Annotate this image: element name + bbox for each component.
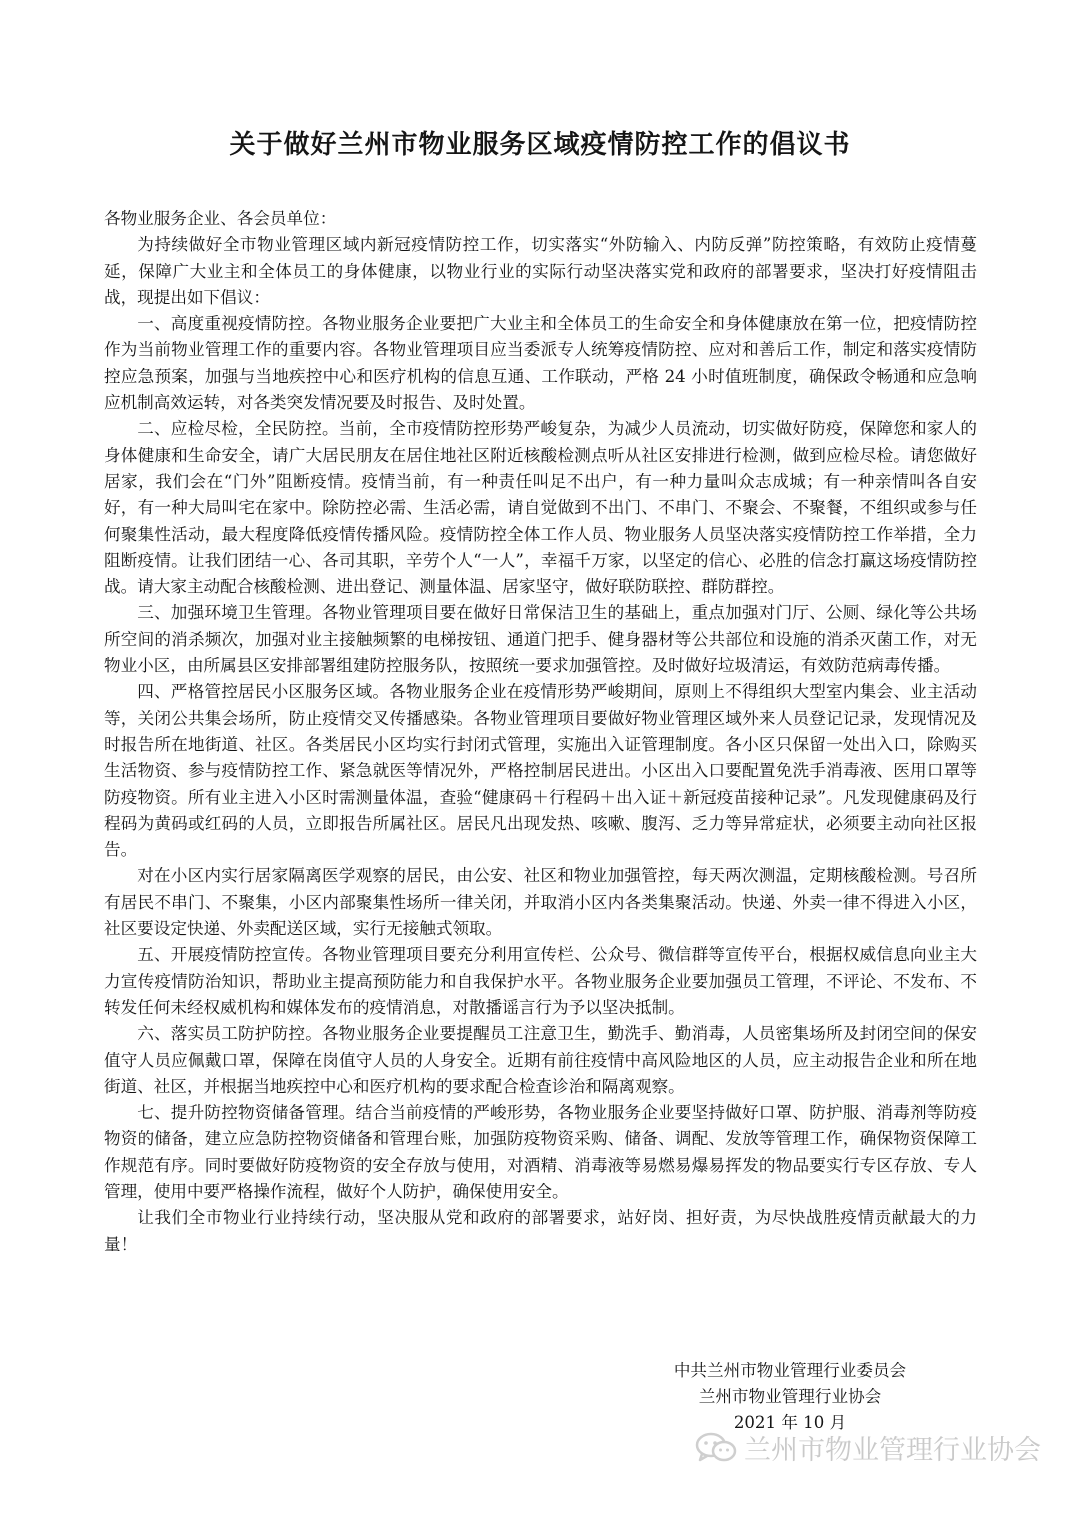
watermark (694, 1428, 1041, 1467)
paragraph-6: 六、落实员工防护防控。各物业服务企业要提醒员工注意卫生，勤洗手、勤消毒，人员密集场所及封闭空间的保安值守人员应佩戴口罩，保障在岗值守人员的人身安全。近期有前往疫情中高风险地区的人员，应主动报告企业和所在地街道、社区，并根据当地疾控中心和医疗机构的要求配合检查诊治和隔离观察。 (104, 1024, 977, 1096)
paragraph-3: 三、加强环境卫生管理。各物业管理项目要在做好日常保洁卫生的基础上，重点加强对门厅、公厕、绿化等公共场所空间的消杀频次，加强对业主接触频繁的电梯按钮、通道门把手、健身器材等公共部位和设施的消杀灭菌工作，对无物业小区，由所属县区安排部署组建防控服务队，按照统一要求加强管控。及时做好垃圾清运，有效防范病毒传播。 (104, 603, 977, 676)
salutation: 各物业服务企业、各会员单位： (104, 209, 337, 228)
watermark-text: 兰州市物业管理行业协会 (744, 1435, 1041, 1466)
paragraph-4-supplement: 对在小区内实行居家隔离医学观察的居民，由公安、社区和物业加强管控，每天两次测温，定期核酸检测。号召所有居民不串门、不聚集，小区内部聚集性场所一律关闭，并取消小区内各类集聚活动。快递、外卖一律不得进入小区，社区要设定快递、外卖配送区域，实行无接触式领取。 (104, 866, 977, 939)
paragraph-1: 一、高度重视疫情防控。各物业服务企业要把广大业主和全体员工的生命安全和身体健康放在第一位，把疫情防控作为当前物业管理工作的重要内容。各物业管理项目应当委派专人统筹疫情防控、应对和善后工作，制定和落实疫情防控应急预案，加强与当地疾控中心和医疗机构的信息互通、工作联动，严格 24 小时值班制度，确保政令畅通和应急响应机制高效运转，对各类突发情况要及时报告、及时处置。 (104, 314, 977, 413)
paragraph-7: 七、提升防控物资储备管理。结合当前疫情的严峻形势，各物业服务企业要坚持做好口罩、防护服、消毒剂等防疫物资的储备，建立应急防控物资储备和管理台账，加强防疫物资采购、储备、调配、发放等管理工作，确保物资保障工作规范有序。同时要做好防疫物资的安全存放与使用，对酒精、消毒液等易燃易爆易挥发的物品要实行专区存放、专人管理，使用中要严格操作流程，做好个人防护，确保使用安全。 (104, 1103, 977, 1201)
signature-date: 2021 年 10 月 (733, 1413, 847, 1432)
paragraph-4: 四、严格管控居民小区服务区域。各物业服务企业在疫情形势严峻期间，原则上不得组织大型室内集会、业主活动等，关闭公共集会场所，防止疫情交叉传播感染。各物业管理项目要做好物业管理区域外来人员登记记录，发现情况及时报告所在地街道、社区。各类居民小区均实行封闭式管理，实施出入证管理制度。各小区只保留一处出入口，除购买生活物资、参与疫情防控工作、紧急就医等情况外，严格控制居民进出。小区出入口要配置免洗手消毒液、医用口罩等防疫物资。所有业主进入小区时需测量体温，查验“健康码＋行程码＋出入证＋新冠疫苗接种记录”。凡发现健康码及行程码为黄码或红码的人员，立即报告所属社区。居民凡出现发热、咳嗽、腹泻、乏力等异常症状，必须要主动向社区报告。 (104, 682, 977, 860)
signature-org-2: 兰州市物业管理行业协会 (698, 1387, 882, 1406)
document-body (104, 206, 977, 1258)
signature-block (600, 1358, 980, 1436)
paragraph-intro: 为持续做好全市物业管理区域内新冠疫情防控工作，切实落实“外防输入、内防反弹”防控策略，有效防止疫情蔓延，保障广大业主和全体员工的身体健康，以物业行业的实际行动坚决落实党和政府的部署要求，坚决打好疫情阻击战，现提出如下倡议： (104, 235, 977, 307)
paragraph-closing: 让我们全市物业行业持续行动，坚决服从党和政府的部署要求，站好岗、担好责，为尽快战胜疫情贡献最大的力量！ (104, 1208, 977, 1254)
document-title: 关于做好兰州市物业服务区域疫情防控工作的倡议书 (229, 130, 851, 160)
signature-org-1: 中共兰州市物业管理行业委员会 (673, 1361, 907, 1380)
paragraph-5: 五、开展疫情防控宣传。各物业管理项目要充分利用宣传栏、公众号、微信群等宣传平台，根据权威信息向业主大力宣传疫情防治知识，帮助业主提高预防能力和自我保护水平。各物业服务企业要加强员工管理，不评论、不发布、不转发任何未经权威机构和媒体发布的疫情消息，对散播谣言行为予以坚决抵制。 (104, 945, 977, 1017)
wechat-icon (694, 1431, 738, 1465)
paragraph-2: 二、应检尽检，全民防控。当前，全市疫情防控形势严峻复杂，为减少人员流动，切实做好防疫，保障您和家人的身体健康和生命安全，请广大居民朋友在居住地社区附近核酸检测点听从社区安排进行检测，做到应检尽检。请您做好居家，我们会在“门外”阻断疫情。疫情当前，有一种责任叫足不出户，有一种力量叫众志成城；有一种亲情叫各自安好，有一种大局叫宅在家中。除防控必需、生活必需，请自觉做到不出门、不串门、不聚会、不聚餐，不组织或参与任何聚集性活动，最大程度降低疫情传播风险。疫情防控全体工作人员、物业服务人员坚决落实疫情防控工作举措，全力阻断疫情。让我们团结一心、各司其职，辛劳个人“一人”，幸福千万家，以坚定的信心、必胜的信念打赢这场疫情防控战。请大家主动配合核酸检测、进出登记、测量体温、居家坚守，做好联防联控、群防群控。 (104, 419, 977, 597)
